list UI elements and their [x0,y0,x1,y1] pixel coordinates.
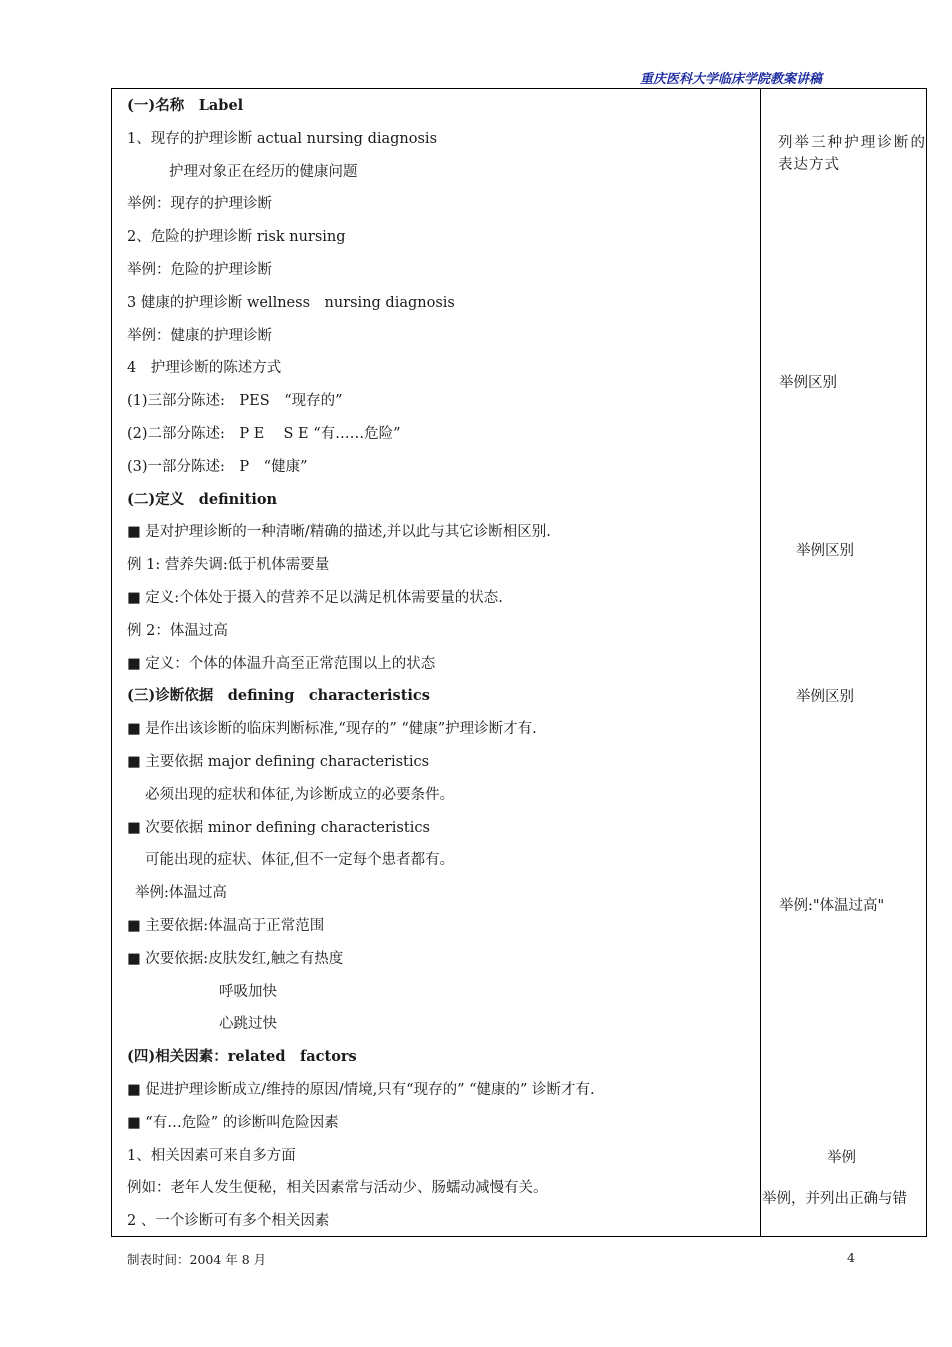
text-line: 举例：危险的护理诊断 [127,261,272,278]
section-heading-factors: (四)相关因素：related factors [127,1048,357,1066]
text-line: (2)二部分陈述: P E S E “有……危险” [127,425,401,442]
text-line: ■ “有…危险” 的诊断叫危险因素 [127,1114,339,1131]
section-heading-label: (一)名称 Label [127,97,244,114]
column-divider [760,89,761,1237]
text-line: ■ 次要依据 minor defining characteristics [127,819,430,836]
text-line: ■ 主要依据 major defining characteristics [127,753,430,770]
side-note: 举例，并列出正确与错 [762,1191,907,1207]
main-content [127,92,757,1240]
text-line: ■ 促进护理诊断成立/维持的原因/情境,只有“现存的” “健康的” 诊断才有. [127,1081,595,1098]
text-line: ■ 定义：个体的体温升高至正常范围以上的状态 [127,655,436,672]
section-heading-definition: (二)定义 definition [127,490,278,508]
text-line: 1、相关因素可来自多方面 [127,1147,296,1164]
text-line: ■ 主要依据:体温高于正常范围 [127,917,325,934]
text-line: ■ 次要依据:皮肤发红,触之有热度 [127,950,344,967]
side-note: 举例区别 [796,689,854,705]
text-line: 2、危险的护理诊断 risk nursing [127,229,346,246]
text-line: 1、现存的护理诊断 actual nursing diagnosis [127,130,438,147]
text-line: 例如：老年人发生便秘，相关因素常与活动少、肠蠕动减慢有关。 [127,1180,548,1197]
text-line: 举例：健康的护理诊断 [127,327,272,344]
text-line: 举例：现存的护理诊断 [127,196,272,213]
text-line: 心跳过快 [219,1016,277,1033]
text-line: ■ 定义:个体处于摄入的营养不足以满足机体需要量的状态. [127,589,503,606]
text-line: 例 2：体温过高 [127,622,228,639]
side-note-text: 列举三种护理诊断的表达方式 [778,135,926,173]
side-note: 举例 [827,1150,856,1166]
text-line: (3)一部分陈述: P “健康” [127,458,308,475]
side-note: 举例区别 [796,543,854,559]
side-note [762,132,926,176]
text-line: 可能出现的症状、体征,但不一定每个患者都有。 [145,852,455,869]
text-line: 3 健康的护理诊断 wellness nursing diagnosis [127,294,455,311]
text-line: 必须出现的症状和体征,为诊断成立的必要条件。 [145,786,455,803]
text-line: 呼吸加快 [219,983,277,1000]
side-note: 举例区别 [779,375,837,391]
text-line: 例 1: 营养失调:低于机体需要量 [127,557,330,574]
section-heading-characteristics: (三)诊断依据 defining characteristics [127,687,430,705]
side-note: 举例:"体温过高" [779,898,885,914]
text-line: ■ 是对护理诊断的一种清晰/精确的描述,并以此与其它诊断相区别. [127,524,551,541]
text-line: ■ 是作出该诊断的临床判断标准,“现存的” “健康”护理诊断才有. [127,721,537,738]
text-line: 举例:体温过高 [135,885,227,902]
text-line: 2 、一个诊断可有多个相关因素 [127,1213,330,1230]
page-number: 4 [847,1250,855,1265]
text-line: (1)三部分陈述: PES “现存的” [127,393,343,410]
text-line: 4 护理诊断的陈述方式 [127,360,282,377]
text-line: 护理对象正在经历的健康问题 [169,163,358,180]
footer-date: 制表时间：2004 年 8 月 [127,1252,267,1267]
header-title: 重庆医科大学临床学院教案讲稿 [640,72,823,87]
